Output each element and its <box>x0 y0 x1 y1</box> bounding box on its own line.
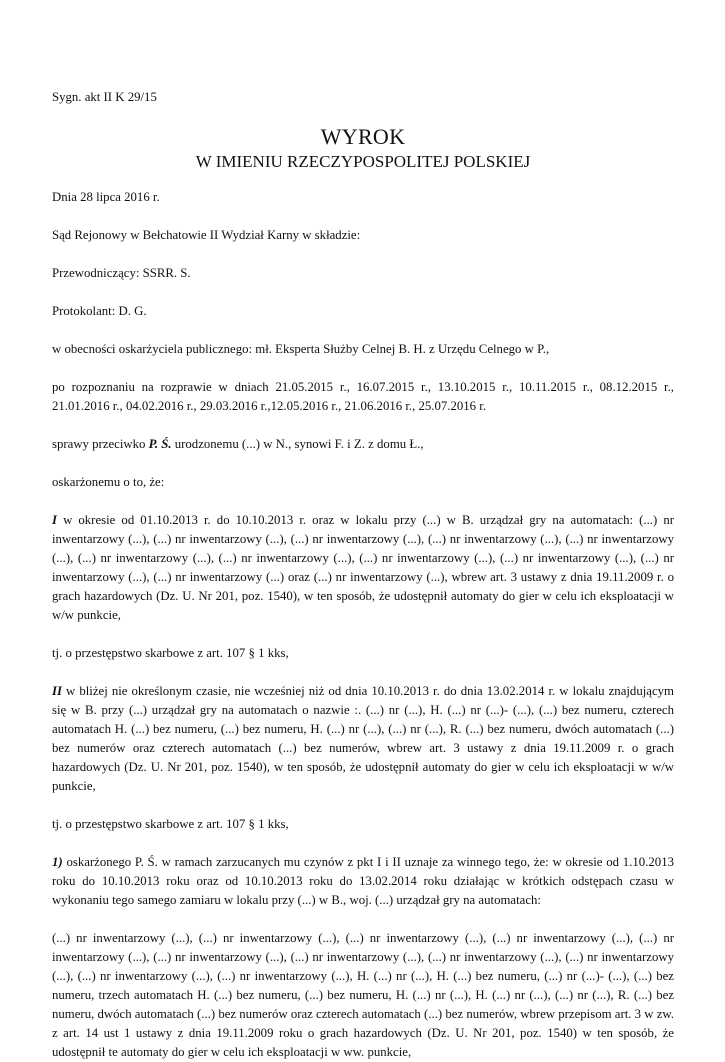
court-line: Sąd Rejonowy w Bełchatowie II Wydział Karny w składzie: <box>52 228 361 242</box>
verdict-1-text: oskarżonego P. Ś. w ramach zarzucanych mu czynów z pkt I i II uznaje za winnego tego, że: w okresie od 1.10.2013 roku do 10.10.2013 roku oraz od 10.10.2013 roku do 13.02.2014 roku działając w krótkich odstępach czasu w wykonaniu tego samego zamiaru w lokalu przy (...) w B., woj. (...) urządzał gry na automatach: <box>52 855 674 907</box>
case-signature: Sygn. akt II K 29/15 <box>52 90 157 104</box>
charge-1-qualification: tj. o przestępstwo skarbowe z art. 107 § 1 kks, <box>52 646 289 660</box>
document-subtitle: W IMIENIU RZECZYPOSPOLITEJ POLSKIEJ <box>195 152 531 171</box>
charge-2-label: II <box>52 684 62 698</box>
date-line: Dnia 28 lipca 2016 r. <box>52 190 160 204</box>
case-prefix: sprawy przeciwko <box>52 437 149 451</box>
charge-2-text: w bliżej nie określonym czasie, nie wcześniej niż od dnia 10.10.2013 r. do dnia 13.02.2014 r. w lokalu znajdującym się w B. przy (...) urządzał gry na automatach o nazwie :. (...) nr (...), H. (...) nr (...)- (...), (...) bez numeru, czterech automatach H. (...) bez numeru, (...) bez numeru, H. (...) nr (...), (...) nr (...), R. (...) bez numeru, dwóch automatach (...) bez numerów oraz czterech automatach (...) bez numerów, wbrew art. 3 ustawy z dnia 19.11.2009 r. o grach hazardowych (Dz. U. Nr 201, poz. 1540), w ten sposób, że udostępnił automaty do gier w celu ich eksploatacji w w/w punkcie, <box>52 684 674 793</box>
verdict-1-machines-list: (...) nr inwentarzowy (...), (...) nr inwentarzowy (...), (...) nr inwentarzowy (...), (...) nr inwentarzowy (...), (...) nr inwentarzowy (...), (...) nr inwentarzowy (...), (...) nr inwentarzowy (...), (...) nr inwentarzowy (...), (...) nr inwentarzowy (...), (...) nr inwentarzowy (...), (...) nr inwentarzowy (...), H. (...) nr (...), H. (...) bez numeru, (...) nr (...)- (...), (...) bez numeru, trzech automatach H. (...) bez numeru, (...) bez numeru, H. (...) nr (...), H. (...) nr (...), (...) nr (...), R. (...) bez numeru, dwóch automatach (...) bez numerów oraz czterech automatach (...) bez numerów, wbrew przepisom art. 3 w zw. z art. 14 ust 1 ustawy z dnia 19.11.2009 roku o grach hazardowych (Dz. U. Nr 201, poz. 1540) w ten sposób, że udostępnił te automaty do gier w celu ich eksploatacji w ww. punkcie, <box>52 931 674 1059</box>
charge-1-text: w okresie od 01.10.2013 r. do 10.10.2013 r. oraz w lokalu przy (...) w B. urządzał gry na automatach: (...) nr inwentarzowy (...), (...) nr inwentarzowy (...), (...) nr inwentarzowy (...), (...) nr inwentarzowy (...), (...) nr inwentarzowy (...), (...) nr inwentarzowy (...), (...) nr inwentarzowy (...), (...) nr inwentarzowy (...), (...) nr inwentarzowy (...), (...) nr inwentarzowy (...), (...) nr inwentarzowy (...) oraz (...) nr inwentarzowy (...), wbrew art. 3 ustawy z dnia 19.11.2009 r. o grach hazardowych (Dz. U. Nr 201, poz. 1540), w ten sposób, że udostępnił automaty do gier w celu ich eksploatacji w w/w punkcie, <box>52 513 674 622</box>
charge-1 <box>52 511 674 625</box>
hearing-dates: po rozpoznaniu na rozprawie w dniach 21.05.2015 r., 16.07.2015 r., 13.10.2015 r., 10.11.2015 r., 08.12.2015 r., 21.01.2016 r., 04.02.2016 r., 29.03.2016 r.,12.05.2016 r., 21.06.2016 r., 25.07.2016 r. <box>52 380 674 413</box>
prosecutor-line: w obecności oskarżyciela publicznego: mł. Eksperta Służby Celnej B. H. z Urzędu Celnego w P., <box>52 342 550 356</box>
document-title: WYROK <box>320 124 406 149</box>
case-line <box>52 435 674 454</box>
charge-1-label: I <box>52 513 57 527</box>
verdict-1 <box>52 853 674 910</box>
chair-line: Przewodniczący: SSRR. S. <box>52 266 191 280</box>
verdict-1-label: 1) <box>52 855 63 869</box>
case-suffix: urodzonemu (...) w N., synowi F. i Z. z domu Ł., <box>171 437 424 451</box>
charged-line: oskarżonemu o to, że: <box>52 475 165 489</box>
clerk-line: Protokolant: D. G. <box>52 304 147 318</box>
charge-2 <box>52 682 674 796</box>
defendant-name: P. Ś. <box>148 437 172 451</box>
charge-2-qualification: tj. o przestępstwo skarbowe z art. 107 § 1 kks, <box>52 817 289 831</box>
